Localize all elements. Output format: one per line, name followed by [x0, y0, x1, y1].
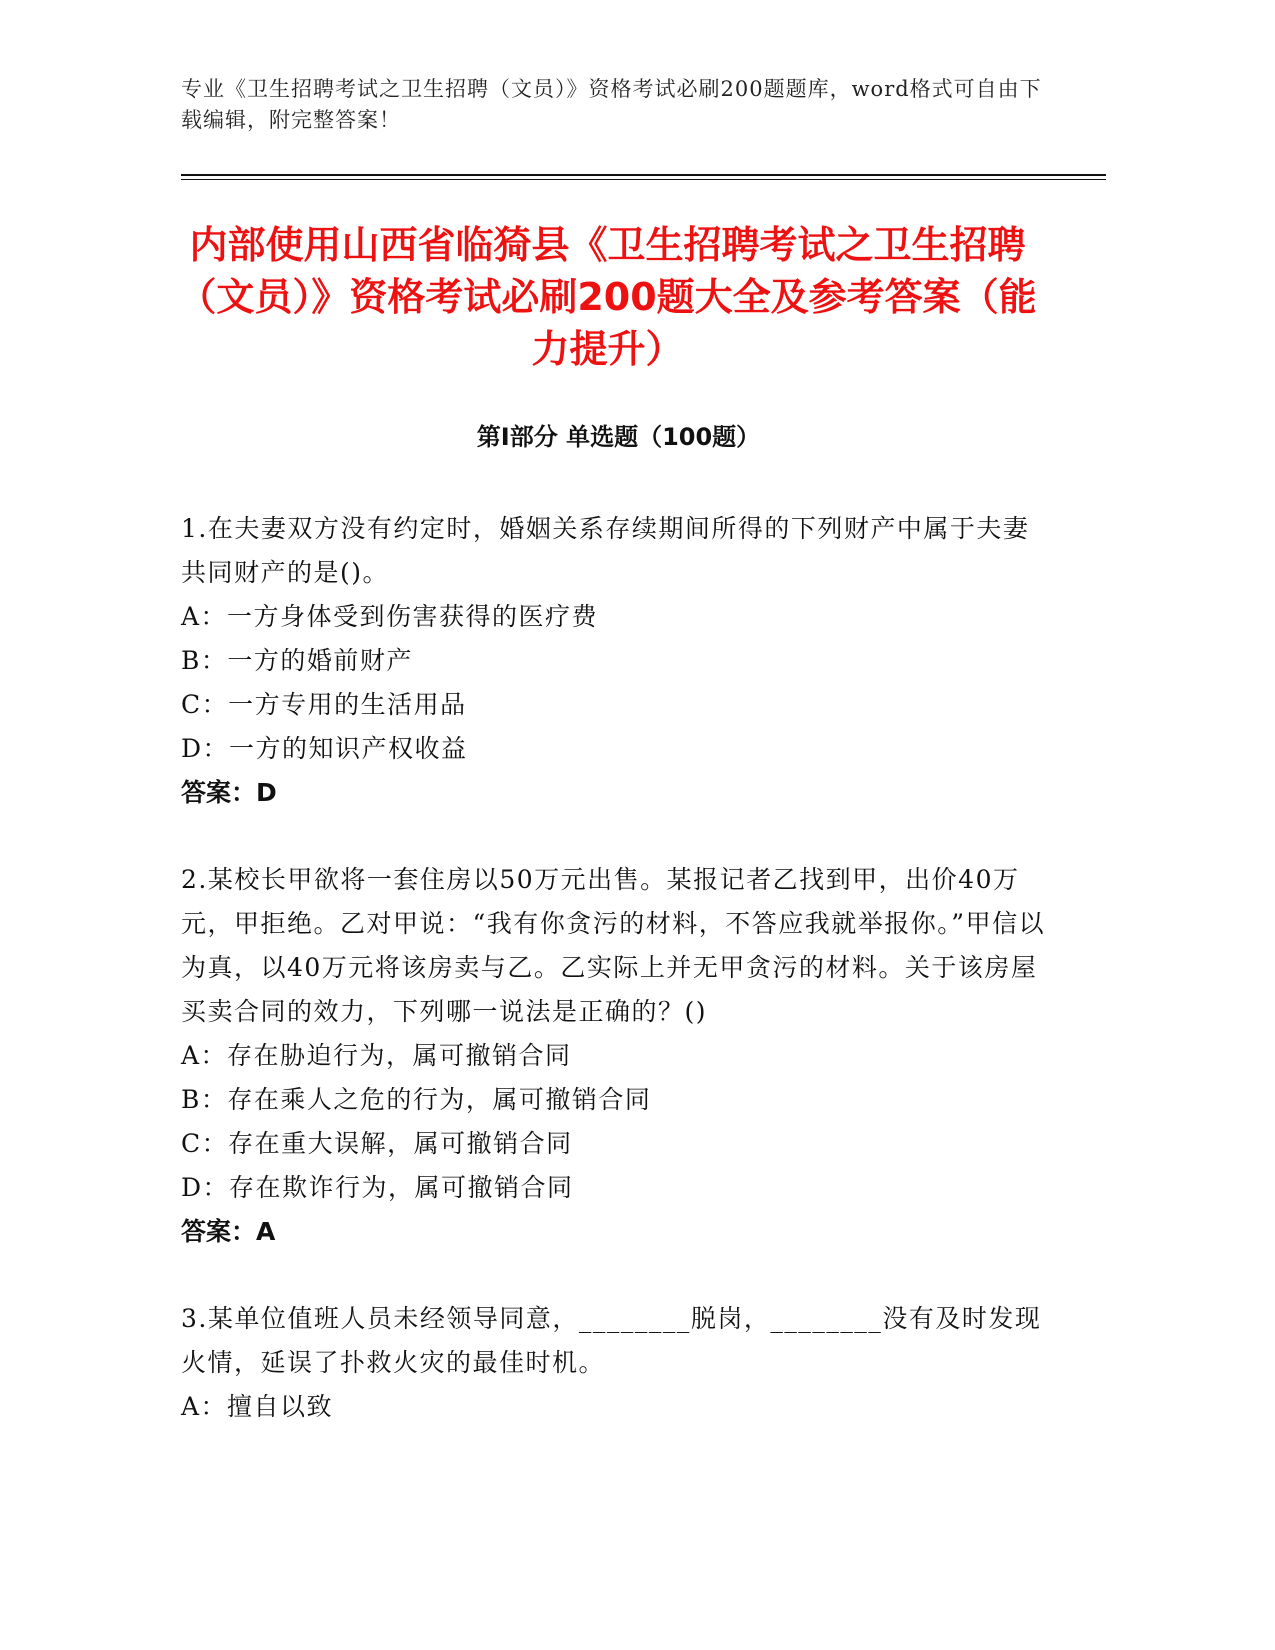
header-divider-thin: [181, 179, 1106, 180]
answer-label: 答案：D: [181, 778, 277, 807]
document-title: 内部使用山西省临猗县《卫生招聘考试之卫生招聘（文员）》资格考试必刷200题大全及参考答案（能力提升）: [178, 223, 1037, 371]
answer-label: 答案：A: [181, 1217, 276, 1246]
option-a: A：擅自以致: [181, 1392, 334, 1421]
option-a: A：一方身体受到伤害获得的医疗费: [181, 602, 599, 631]
header-divider-thick: [181, 174, 1106, 176]
section-title: 第Ⅰ部分 单选题（100题）: [476, 423, 761, 451]
question-stem: 3.某单位值班人员未经领导同意，________脱岗，________没有及时发现火情，延误了扑救火灾的最佳时机。: [181, 1304, 1042, 1377]
option-d: D：一方的知识产权收益: [181, 734, 468, 763]
question-2: [181, 858, 1051, 1254]
option-d: D：存在欺诈行为，属可撤销合同: [181, 1173, 574, 1202]
option-a: A：存在胁迫行为，属可撤销合同: [181, 1041, 572, 1070]
option-b: B：存在乘人之危的行为，属可撤销合同: [181, 1085, 652, 1114]
option-c: C：一方专用的生活用品: [181, 690, 467, 719]
header-note: 专业《卫生招聘考试之卫生招聘（文员）》资格考试必刷200题题库，word格式可自由下载编辑，附完整答案！: [181, 77, 1042, 132]
question-stem: 1.在夫妻双方没有约定时，婚姻关系存续期间所得的下列财产中属于夫妻共同财产的是()。: [181, 514, 1030, 587]
option-c: C：存在重大误解，属可撤销合同: [181, 1129, 573, 1158]
question-stem: 2.某校长甲欲将一套住房以50万元出售。某报记者乙找到甲，出价40万元，甲拒绝。乙对甲说：“我有你贪污的材料，不答应我就举报你。”甲信以为真，以40万元将该房卖与乙。乙实际上并无甲贪污的材料。关于该房屋买卖合同的效力，下列哪一说法是正确的？(): [181, 865, 1046, 1026]
question-3: [181, 1297, 1051, 1429]
option-b: B：一方的婚前财产: [181, 646, 413, 675]
question-list: [181, 507, 1051, 1472]
question-1: [181, 507, 1051, 815]
